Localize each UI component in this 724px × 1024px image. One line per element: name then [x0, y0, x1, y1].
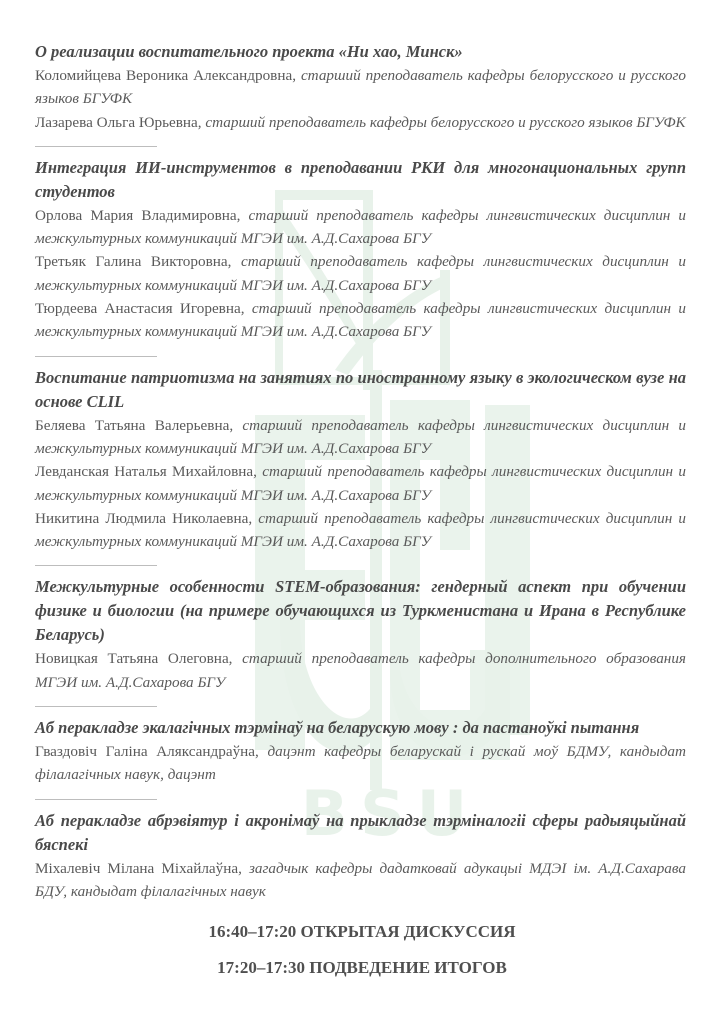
schedule-label: ПОДВЕДЕНИЕ ИТОГОВ — [309, 958, 507, 977]
schedule-line-discussion — [0, 922, 724, 942]
divider — [35, 356, 157, 357]
talk-title: Аб перакладзе абрэвіятур і акронімаў на прыкладзе тэрміналогіі сферы радыяцыйнай бяспекі — [35, 810, 686, 854]
author-name: Лазарева Ольга Юрьевна, — [35, 113, 206, 131]
author-name: Міхалевіч Мілана Міхайлаўна, — [35, 859, 249, 877]
author-position: старший преподаватель кафедры лингвистических дисциплин и межкультурных коммуникаций МГЭИ им. А.Д.Сахарова БГУ — [35, 300, 686, 341]
author-entry — [35, 857, 686, 904]
author-entry — [35, 250, 686, 297]
author-position: старший преподаватель кафедры лингвистических дисциплин и межкультурных коммуникаций МГЭИ им. А.Д.Сахарова БГУ — [35, 463, 686, 504]
author-name: Никитина Людмила Николаевна, — [35, 509, 259, 527]
divider — [35, 799, 157, 800]
author-entry — [35, 507, 686, 554]
schedule-time: 17:20–17:30 — [217, 958, 305, 977]
author-name: Беляева Татьяна Валерьевна, — [35, 416, 243, 434]
author-entry — [35, 414, 686, 461]
author-entry — [35, 297, 686, 344]
author-name: Гваздовіч Галіна Аляксандраўна, — [35, 743, 268, 761]
program-content — [35, 40, 686, 903]
author-position: старший преподаватель кафедры лингвистических дисциплин и межкультурных коммуникаций МГЭИ им. А.Д.Сахарова БГУ — [35, 416, 686, 457]
divider — [35, 565, 157, 566]
schedule-time: 16:40–17:20 — [208, 922, 297, 941]
talk-item — [35, 716, 686, 787]
author-position: старший преподаватель кафедры лингвистических дисциплин и межкультурных коммуникаций МГЭИ им. А.Д.Сахарова БГУ — [35, 509, 686, 551]
author-entry — [35, 204, 686, 251]
author-position: старший преподаватель кафедры дополнительного образования МГЭИ им. А.Д.Сахарова БГУ — [35, 650, 686, 691]
divider — [35, 146, 157, 147]
author-entry — [35, 111, 686, 134]
author-name: Третьяк Галина Викторовна, — [35, 253, 241, 271]
author-position: старший преподаватель кафедры лингвистических дисциплин и межкультурных коммуникаций МГЭИ им. А.Д.Сахарова БГУ — [35, 253, 686, 294]
talk-title: Аб перакладзе экалагічных тэрмінаў на беларускую мову : да пастаноўкі пытання — [35, 718, 640, 738]
talk-item — [35, 366, 686, 554]
author-position: загадчык кафедры дадатковай адукацыі МДЭІ ім. А.Д.Сахарава БДУ, кандыдат філалагічных навук — [35, 859, 686, 900]
author-entry — [35, 647, 686, 694]
talk-item — [35, 575, 686, 694]
talk-item — [35, 40, 686, 134]
talk-item — [35, 809, 686, 904]
author-entry — [35, 460, 686, 507]
talk-title: Интеграция ИИ-инструментов в преподавании РКИ для многонациональных групп студентов — [35, 157, 686, 201]
talk-title: О реализации воспитательного проекта «Ни хао, Минск» — [35, 42, 463, 61]
talk-item — [35, 156, 686, 344]
author-position: старший преподаватель кафедры белорусского и русского языков БГУФК — [35, 67, 686, 108]
author-name: Орлова Мария Владимировна, — [35, 206, 249, 224]
author-name: Коломийцева Вероника Александровна, — [35, 67, 301, 84]
author-name: Тюрдеева Анастасия Игоревна, — [35, 300, 252, 318]
talk-title: Межкультурные особенности STEM-образования: гендерный аспект при обучении физике и биологии (на примере обучающихся из Туркменистана и Ирана в Республике Беларусь) — [35, 577, 686, 645]
schedule-label: ОТКРЫТАЯ ДИСКУССИЯ — [300, 922, 516, 941]
divider — [35, 706, 157, 707]
author-position: старший преподаватель кафедры белорусского и русского языков БГУФК — [205, 113, 686, 131]
author-position: дацэнт кафедры беларускай і рускай моў БДМУ, кандыдат філалагічных навук, дацэнт — [35, 743, 686, 784]
talk-title: Воспитание патриотизма на занятиях по иностранному языку в экологическом вузе на основе CLIL — [35, 367, 686, 411]
author-entry — [35, 740, 686, 787]
author-name: Новицкая Татьяна Олеговна, — [35, 650, 243, 668]
svg-text:BSU: BSU — [300, 777, 480, 850]
author-entry — [35, 64, 686, 111]
author-position: старший преподаватель кафедры лингвистических дисциплин и межкультурных коммуникаций МГЭИ им. А.Д.Сахарова БГУ — [35, 206, 686, 248]
schedule-line-summary — [0, 958, 724, 978]
author-name: Левданская Наталья Михайловна, — [35, 463, 263, 481]
